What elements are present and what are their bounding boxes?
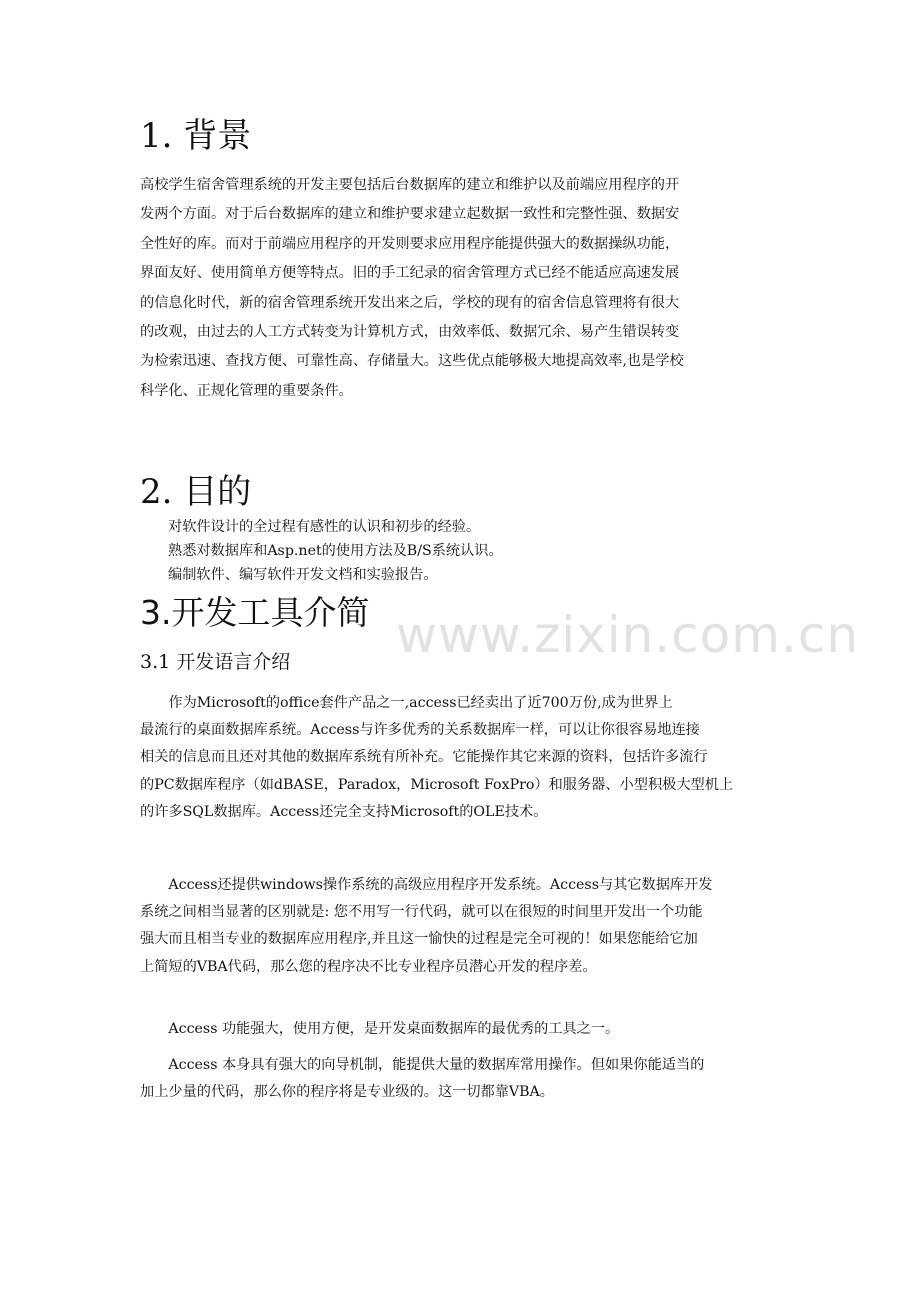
- paragraph-line: Access 本身具有强大的向导机制，能提供大量的数据库常用操作。但如果你能适当的: [140, 1057, 705, 1073]
- paragraph-line: 的PC数据库程序（如dBASE，Paradox，Microsoft FoxPro）和服务器、小型积极大型机上: [140, 776, 734, 793]
- paragraph-line: 系统之间相当显著的区别就是: 您不用写一行代码，就可以在很短的时间里开发出一个功能: [140, 904, 703, 921]
- tools-paragraph-2: [140, 872, 790, 981]
- list-item: 对软件设计的全过程有感性的认识和初步的经验。: [168, 519, 481, 535]
- tools-paragraph-3: [140, 1016, 790, 1043]
- paragraph-line: 作为Microsoft的office套件产品之一,access已经卖出了近700万份,成为世界上: [140, 695, 673, 711]
- paragraph-line: 高校学生宿舍管理系统的开发主要包括后台数据库的建立和维护以及前端应用程序的开: [140, 177, 680, 193]
- paragraph-line: 的信息化时代，新的宿舍管理系统开发出来之后，学校的现有的宿舍信息管理将有很大: [140, 294, 680, 311]
- paragraph-line: 加上少量的代码，那么你的程序将是专业级的。这一切都靠VBA。: [140, 1084, 554, 1101]
- heading-background: 1. 背景: [140, 116, 252, 156]
- paragraph-line: 最流行的桌面数据库系统。Access与许多优秀的关系数据库一样，可以让你很容易地连接: [140, 722, 700, 739]
- list-item: 熟悉对数据库和Asp.net的使用方法及B/S系统认识。: [168, 543, 503, 559]
- tools-paragraph-1: [140, 690, 790, 826]
- paragraph-line: 发两个方面。对于后台数据库的建立和维护要求建立起数据一致性和完整性强、数据安: [140, 206, 680, 223]
- paragraph-line: 科学化、正规化管理的重要条件。: [140, 382, 353, 399]
- paragraph-line: Access 功能强大，使用方便，是开发桌面数据库的最优秀的工具之一。: [140, 1021, 620, 1037]
- paragraph-line: 为检索迅速、查找方便、可靠性高、存储量大。这些优点能够极大地提高效率,也是学校: [140, 353, 684, 370]
- paragraph-line: 上简短的VBA代码，那么您的程序决不比专业程序员潜心开发的程序差。: [140, 958, 597, 975]
- paragraph-line: 强大而且相当专业的数据库应用程序,并且这一愉快的过程是完全可视的！如果您能给它加: [140, 931, 698, 948]
- heading-tools: 3.开发工具介简: [140, 593, 370, 632]
- paragraph-line: 全性好的库。而对于前端应用程序的开发则要求应用程序能提供强大的数据操纵功能，: [140, 235, 680, 252]
- subheading-language: 3.1 开发语言介绍: [140, 651, 291, 673]
- paragraph-line: Access还提供windows操作系统的高级应用程序开发系统。Access与其它数据库开发: [140, 877, 713, 893]
- list-item: 编制软件、编写软件开发文档和实验报告。: [168, 567, 438, 583]
- purpose-list: [168, 515, 503, 587]
- paragraph-line: 相关的信息而且还对其他的数据库系统有所补充。它能操作其它来源的资料，包括许多流行: [140, 749, 708, 766]
- background-paragraph: [140, 171, 790, 406]
- watermark: www.zixin.com.cn: [396, 606, 860, 664]
- paragraph-line: 的许多SQL数据库。Access还完全支持Microsoft的OLE技术。: [140, 803, 548, 820]
- heading-purpose: 2. 目的: [140, 472, 252, 512]
- paragraph-line: 界面友好、使用简单方便等特点。旧的手工纪录的宿舍管理方式已经不能适应高速发展: [140, 265, 680, 282]
- tools-paragraph-4: [140, 1052, 790, 1106]
- paragraph-line: 的改观，由过去的人工方式转变为计算机方式，由效率低、数据冗余、易产生错误转变: [140, 323, 680, 340]
